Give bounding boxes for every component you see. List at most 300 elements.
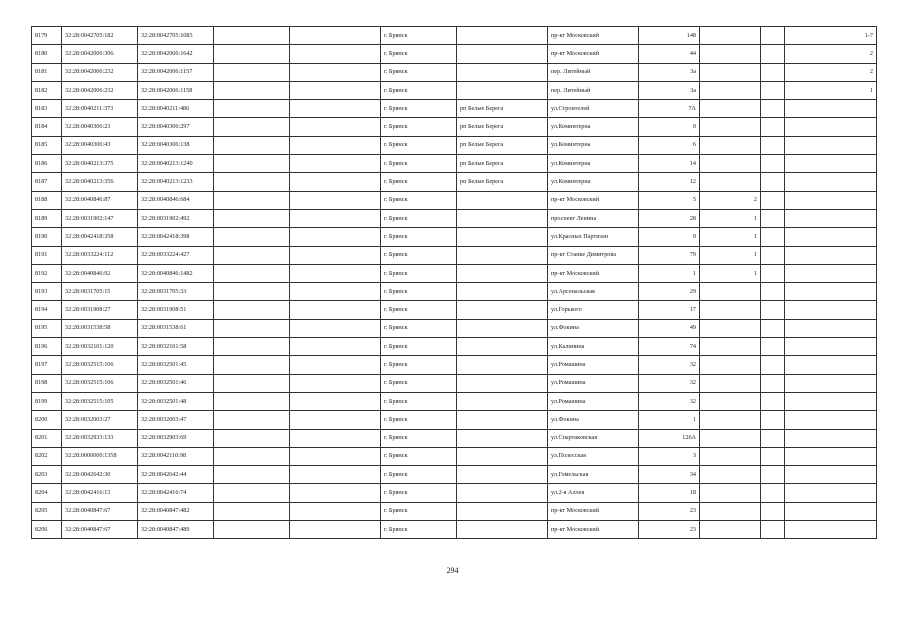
cell-city: г. Брянск xyxy=(381,81,457,99)
cell-cadastral-building: 32:28:0033224:427 xyxy=(138,246,214,264)
cell-row-number: 8179 xyxy=(32,27,62,45)
cell-empty-1 xyxy=(214,301,290,319)
cell-empty-2 xyxy=(290,27,381,45)
cell-empty-2 xyxy=(290,319,381,337)
cell-apartment xyxy=(785,338,877,356)
cell-settlement xyxy=(457,502,548,520)
cell-empty-1 xyxy=(214,429,290,447)
table-row xyxy=(32,45,877,63)
cell-empty-2 xyxy=(290,118,381,136)
cell-cadastral-parcel: 32:28:0031908:27 xyxy=(62,301,138,319)
cell-empty-2 xyxy=(290,264,381,282)
table-row xyxy=(32,191,877,209)
cell-settlement xyxy=(457,392,548,410)
cell-cadastral-building: 32:28:0032501:46 xyxy=(138,374,214,392)
cell-empty-3 xyxy=(761,63,785,81)
cell-house-number: 44 xyxy=(639,45,700,63)
cell-row-number: 8188 xyxy=(32,191,62,209)
cell-cadastral-building: 32:28:0031538:61 xyxy=(138,319,214,337)
cell-apartment xyxy=(785,356,877,374)
cell-row-number: 8184 xyxy=(32,118,62,136)
cell-street: пр-кт Московский xyxy=(548,521,639,539)
cell-street: пр-кт Московский xyxy=(548,45,639,63)
cell-building-number xyxy=(700,447,761,465)
cell-apartment xyxy=(785,228,877,246)
page-number: 294 xyxy=(446,566,459,575)
cell-cadastral-building: 32:28:0042006:1157 xyxy=(138,63,214,81)
cell-empty-1 xyxy=(214,45,290,63)
cell-cadastral-building: 32:28:0032501:48 xyxy=(138,392,214,410)
cell-empty-3 xyxy=(761,209,785,227)
cell-building-number xyxy=(700,466,761,484)
cell-street: ул.Арсенальская xyxy=(548,283,639,301)
cell-empty-1 xyxy=(214,356,290,374)
table-row xyxy=(32,356,877,374)
cell-settlement xyxy=(457,484,548,502)
table-row xyxy=(32,283,877,301)
cell-house-number: 74 xyxy=(639,338,700,356)
cell-cadastral-building: 32:28:0032101:58 xyxy=(138,338,214,356)
table-row xyxy=(32,447,877,465)
cell-empty-2 xyxy=(290,429,381,447)
cell-empty-2 xyxy=(290,155,381,173)
cell-building-number xyxy=(700,502,761,520)
cell-apartment xyxy=(785,136,877,154)
cell-apartment xyxy=(785,466,877,484)
cell-city: г. Брянск xyxy=(381,45,457,63)
table-row xyxy=(32,502,877,520)
cell-empty-2 xyxy=(290,136,381,154)
cell-cadastral-parcel: 32:28:0031705:15 xyxy=(62,283,138,301)
cell-settlement xyxy=(457,45,548,63)
cell-empty-3 xyxy=(761,411,785,429)
cell-empty-1 xyxy=(214,264,290,282)
cell-row-number: 8195 xyxy=(32,319,62,337)
cell-row-number: 8203 xyxy=(32,466,62,484)
cell-building-number xyxy=(700,45,761,63)
cell-cadastral-parcel: 32:28:0032515:106 xyxy=(62,356,138,374)
cell-city: г. Брянск xyxy=(381,191,457,209)
cell-street: проспект Ленина xyxy=(548,209,639,227)
cell-empty-3 xyxy=(761,301,785,319)
cell-settlement xyxy=(457,228,548,246)
cell-city: г. Брянск xyxy=(381,118,457,136)
cell-settlement xyxy=(457,411,548,429)
cell-house-number: 32 xyxy=(639,356,700,374)
cell-settlement: рп Белые Берега xyxy=(457,136,548,154)
cell-building-number xyxy=(700,411,761,429)
cell-empty-2 xyxy=(290,447,381,465)
cell-street: ул.Калинина xyxy=(548,338,639,356)
cell-empty-1 xyxy=(214,27,290,45)
cell-city: г. Брянск xyxy=(381,27,457,45)
cell-empty-3 xyxy=(761,466,785,484)
cell-apartment xyxy=(785,319,877,337)
cell-apartment xyxy=(785,264,877,282)
cell-city: г. Брянск xyxy=(381,392,457,410)
cell-empty-1 xyxy=(214,191,290,209)
cell-row-number: 8198 xyxy=(32,374,62,392)
table-row xyxy=(32,209,877,227)
cell-house-number: 29 xyxy=(639,283,700,301)
cell-row-number: 8192 xyxy=(32,264,62,282)
cell-house-number: 17 xyxy=(639,301,700,319)
cell-empty-3 xyxy=(761,45,785,63)
cell-house-number: 23 xyxy=(639,502,700,520)
cell-cadastral-parcel: 32:28:0042006:232 xyxy=(62,81,138,99)
cell-settlement xyxy=(457,338,548,356)
cell-empty-2 xyxy=(290,338,381,356)
cell-empty-2 xyxy=(290,466,381,484)
cell-settlement: рп Белые Берега xyxy=(457,173,548,191)
cell-street: ул.Горького xyxy=(548,301,639,319)
cell-empty-3 xyxy=(761,228,785,246)
cell-empty-1 xyxy=(214,484,290,502)
cell-street: ул.Полесская xyxy=(548,447,639,465)
cell-city: г. Брянск xyxy=(381,136,457,154)
cell-empty-1 xyxy=(214,246,290,264)
cell-empty-1 xyxy=(214,447,290,465)
cell-house-number: 9 xyxy=(639,228,700,246)
cell-empty-1 xyxy=(214,81,290,99)
cell-cadastral-parcel: 32:28:0042006:306 xyxy=(62,45,138,63)
cell-empty-2 xyxy=(290,374,381,392)
cell-settlement: рп Белые Берега xyxy=(457,118,548,136)
cell-empty-2 xyxy=(290,246,381,264)
cell-building-number: 1 xyxy=(700,228,761,246)
cell-city: г. Брянск xyxy=(381,447,457,465)
cell-empty-2 xyxy=(290,484,381,502)
cell-empty-3 xyxy=(761,118,785,136)
cell-empty-2 xyxy=(290,191,381,209)
cell-cadastral-parcel: 32:28:0040847:67 xyxy=(62,521,138,539)
cell-house-number: 9 xyxy=(639,118,700,136)
cell-building-number xyxy=(700,521,761,539)
cell-empty-2 xyxy=(290,209,381,227)
cell-city: г. Брянск xyxy=(381,246,457,264)
cell-row-number: 8185 xyxy=(32,136,62,154)
cell-cadastral-parcel: 32:28:0032003:27 xyxy=(62,411,138,429)
cell-row-number: 8200 xyxy=(32,411,62,429)
cell-street: пр-кт Станке Димитрова xyxy=(548,246,639,264)
cell-street: ул.Ромашина xyxy=(548,392,639,410)
cell-empty-2 xyxy=(290,356,381,374)
cell-building-number xyxy=(700,27,761,45)
cell-street: ул.Фокина xyxy=(548,411,639,429)
cell-settlement xyxy=(457,264,548,282)
cell-empty-3 xyxy=(761,374,785,392)
cell-building-number xyxy=(700,63,761,81)
cell-house-number: 3 xyxy=(639,447,700,465)
cell-building-number xyxy=(700,136,761,154)
cell-settlement xyxy=(457,356,548,374)
table-row xyxy=(32,63,877,81)
cell-empty-2 xyxy=(290,411,381,429)
cell-empty-2 xyxy=(290,228,381,246)
cell-row-number: 8182 xyxy=(32,81,62,99)
cell-apartment xyxy=(785,155,877,173)
cell-empty-1 xyxy=(214,63,290,81)
cell-street: пер. Литейный xyxy=(548,81,639,99)
cell-city: г. Брянск xyxy=(381,264,457,282)
cell-empty-3 xyxy=(761,173,785,191)
cell-building-number: 1 xyxy=(700,246,761,264)
cell-street: ул.Коминтерна xyxy=(548,136,639,154)
cell-city: г. Брянск xyxy=(381,301,457,319)
cell-empty-3 xyxy=(761,484,785,502)
cell-empty-1 xyxy=(214,392,290,410)
cell-empty-1 xyxy=(214,411,290,429)
cell-empty-3 xyxy=(761,319,785,337)
cell-row-number: 8205 xyxy=(32,502,62,520)
cell-settlement: рп Белые Берега xyxy=(457,100,548,118)
cell-empty-3 xyxy=(761,338,785,356)
cell-city: г. Брянск xyxy=(381,319,457,337)
cell-street: пр-кт Московский xyxy=(548,502,639,520)
cell-cadastral-parcel: 32:28:0042006:232 xyxy=(62,63,138,81)
cell-building-number xyxy=(700,374,761,392)
table-row xyxy=(32,27,877,45)
cell-city: г. Брянск xyxy=(381,356,457,374)
table-row xyxy=(32,100,877,118)
cell-empty-2 xyxy=(290,392,381,410)
cell-cadastral-parcel: 32:28:0040847:67 xyxy=(62,502,138,520)
cell-row-number: 8201 xyxy=(32,429,62,447)
cell-city: г. Брянск xyxy=(381,429,457,447)
cell-row-number: 8193 xyxy=(32,283,62,301)
cell-apartment: 2 xyxy=(785,63,877,81)
cell-street: пр-кт Московский xyxy=(548,264,639,282)
cell-empty-3 xyxy=(761,392,785,410)
cell-empty-2 xyxy=(290,63,381,81)
cell-apartment xyxy=(785,484,877,502)
cell-row-number: 8191 xyxy=(32,246,62,264)
cell-building-number xyxy=(700,283,761,301)
cell-street: ул.Спартаковская xyxy=(548,429,639,447)
cell-empty-3 xyxy=(761,155,785,173)
cell-cadastral-building: 32:28:0042110:98 xyxy=(138,447,214,465)
cell-cadastral-parcel: 32:28:0040213:356 xyxy=(62,173,138,191)
table-row xyxy=(32,521,877,539)
cell-house-number: 79 xyxy=(639,246,700,264)
cell-row-number: 8196 xyxy=(32,338,62,356)
cell-house-number: 3а xyxy=(639,81,700,99)
cell-cadastral-building: 32:28:0031908:51 xyxy=(138,301,214,319)
cell-row-number: 8186 xyxy=(32,155,62,173)
cell-empty-1 xyxy=(214,338,290,356)
cell-empty-3 xyxy=(761,81,785,99)
cell-cadastral-parcel: 32:28:0000000:1358 xyxy=(62,447,138,465)
table-row xyxy=(32,118,877,136)
cell-house-number: 12 xyxy=(639,173,700,191)
cell-house-number: 14 xyxy=(639,155,700,173)
cell-cadastral-parcel: 32:28:0040846:92 xyxy=(62,264,138,282)
cell-city: г. Брянск xyxy=(381,411,457,429)
cell-building-number xyxy=(700,81,761,99)
cell-apartment xyxy=(785,447,877,465)
cell-house-number: 1 xyxy=(639,264,700,282)
cell-cadastral-building: 32:28:0042006:1158 xyxy=(138,81,214,99)
cell-apartment xyxy=(785,191,877,209)
cell-settlement xyxy=(457,27,548,45)
cell-house-number: 34 xyxy=(639,466,700,484)
cell-cadastral-building: 32:28:0040847:482 xyxy=(138,502,214,520)
cell-city: г. Брянск xyxy=(381,209,457,227)
cell-house-number: 126А xyxy=(639,429,700,447)
table-row xyxy=(32,301,877,319)
cell-cadastral-building: 32:28:0042705:1083 xyxy=(138,27,214,45)
cell-street: ул.Ромашина xyxy=(548,356,639,374)
table-row xyxy=(32,136,877,154)
cell-cadastral-building: 32:28:0032903:69 xyxy=(138,429,214,447)
cell-cadastral-parcel: 32:28:0033224:112 xyxy=(62,246,138,264)
cell-apartment: 2 xyxy=(785,45,877,63)
table-row xyxy=(32,228,877,246)
cell-street: ул.Строителей xyxy=(548,100,639,118)
cell-building-number: 2 xyxy=(700,191,761,209)
cell-row-number: 8189 xyxy=(32,209,62,227)
cell-street: ул.Коминтерна xyxy=(548,118,639,136)
cell-empty-2 xyxy=(290,283,381,301)
cell-cadastral-parcel: 32:28:0040846:87 xyxy=(62,191,138,209)
table-row xyxy=(32,338,877,356)
cell-apartment xyxy=(785,521,877,539)
cell-city: г. Брянск xyxy=(381,155,457,173)
cell-building-number xyxy=(700,338,761,356)
cell-cadastral-parcel: 32:28:0042705:182 xyxy=(62,27,138,45)
table-row xyxy=(32,392,877,410)
cell-cadastral-parcel: 32:28:0040306:23 xyxy=(62,118,138,136)
cell-row-number: 8202 xyxy=(32,447,62,465)
cell-empty-3 xyxy=(761,521,785,539)
cell-street: пр-кт Московский xyxy=(548,191,639,209)
table-row xyxy=(32,81,877,99)
cell-building-number xyxy=(700,356,761,374)
cell-settlement xyxy=(457,283,548,301)
cell-house-number: 148 xyxy=(639,27,700,45)
cell-cadastral-building: 32:28:0031902:492 xyxy=(138,209,214,227)
registry-table xyxy=(31,26,877,539)
cell-city: г. Брянск xyxy=(381,338,457,356)
table-row xyxy=(32,429,877,447)
cell-row-number: 8199 xyxy=(32,392,62,410)
cell-empty-3 xyxy=(761,136,785,154)
cell-empty-3 xyxy=(761,246,785,264)
cell-apartment xyxy=(785,118,877,136)
cell-row-number: 8197 xyxy=(32,356,62,374)
cell-apartment: 1-7 xyxy=(785,27,877,45)
cell-row-number: 8187 xyxy=(32,173,62,191)
cell-empty-2 xyxy=(290,502,381,520)
cell-cadastral-building: 32:28:0032501:45 xyxy=(138,356,214,374)
cell-building-number: 1 xyxy=(700,209,761,227)
cell-house-number: 3а xyxy=(639,63,700,81)
cell-street: ул.Коминтерна xyxy=(548,155,639,173)
cell-cadastral-parcel: 32:28:0031538:58 xyxy=(62,319,138,337)
cell-house-number: 23 xyxy=(639,521,700,539)
cell-house-number: 1 xyxy=(639,411,700,429)
cell-cadastral-building: 32:28:0042418:398 xyxy=(138,228,214,246)
cell-city: г. Брянск xyxy=(381,63,457,81)
cell-building-number xyxy=(700,484,761,502)
cell-settlement xyxy=(457,81,548,99)
cell-cadastral-parcel: 32:28:0042642:30 xyxy=(62,466,138,484)
cell-city: г. Брянск xyxy=(381,502,457,520)
cell-settlement xyxy=(457,209,548,227)
cell-city: г. Брянск xyxy=(381,173,457,191)
cell-house-number: 28 xyxy=(639,209,700,227)
cell-settlement xyxy=(457,63,548,81)
cell-building-number: 1 xyxy=(700,264,761,282)
table-row xyxy=(32,319,877,337)
table-row xyxy=(32,264,877,282)
cell-empty-1 xyxy=(214,209,290,227)
cell-street: ул.2-я Аллея xyxy=(548,484,639,502)
cell-house-number: 6 xyxy=(639,136,700,154)
cell-street: ул.Ромашина xyxy=(548,374,639,392)
cell-city: г. Брянск xyxy=(381,466,457,484)
cell-cadastral-building: 32:28:0042006:1642 xyxy=(138,45,214,63)
cell-cadastral-parcel: 32:28:0040213:375 xyxy=(62,155,138,173)
cell-building-number xyxy=(700,429,761,447)
cell-empty-3 xyxy=(761,191,785,209)
cell-cadastral-parcel: 32:28:0032933:133 xyxy=(62,429,138,447)
cell-empty-1 xyxy=(214,173,290,191)
cell-empty-3 xyxy=(761,100,785,118)
cell-empty-2 xyxy=(290,173,381,191)
cell-cadastral-building: 32:28:0042416:74 xyxy=(138,484,214,502)
cell-empty-3 xyxy=(761,27,785,45)
cell-empty-3 xyxy=(761,283,785,301)
cell-empty-1 xyxy=(214,521,290,539)
table-row xyxy=(32,411,877,429)
cell-cadastral-building: 32:28:0040211:486 xyxy=(138,100,214,118)
table-row xyxy=(32,155,877,173)
cell-apartment xyxy=(785,392,877,410)
cell-apartment: 1 xyxy=(785,81,877,99)
cell-cadastral-building: 32:28:0040306:297 xyxy=(138,118,214,136)
cell-cadastral-building: 32:28:0040846:684 xyxy=(138,191,214,209)
cell-empty-2 xyxy=(290,81,381,99)
cell-empty-2 xyxy=(290,100,381,118)
table-row xyxy=(32,374,877,392)
cell-settlement: рп Белые Берега xyxy=(457,155,548,173)
cell-empty-1 xyxy=(214,155,290,173)
cell-empty-3 xyxy=(761,264,785,282)
cell-cadastral-building: 32:28:0032003:47 xyxy=(138,411,214,429)
cell-apartment xyxy=(785,502,877,520)
cell-cadastral-building: 32:28:0040306:138 xyxy=(138,136,214,154)
cell-cadastral-building: 32:28:0040213:1240 xyxy=(138,155,214,173)
cell-street: ул.Фокина xyxy=(548,319,639,337)
cell-settlement xyxy=(457,447,548,465)
cell-row-number: 8206 xyxy=(32,521,62,539)
cell-cadastral-parcel: 32:28:0042416:13 xyxy=(62,484,138,502)
cell-empty-1 xyxy=(214,118,290,136)
cell-street: ул.Красных Партизан xyxy=(548,228,639,246)
table-body xyxy=(32,27,877,539)
cell-city: г. Брянск xyxy=(381,228,457,246)
cell-apartment xyxy=(785,100,877,118)
cell-building-number xyxy=(700,100,761,118)
cell-cadastral-parcel: 32:28:0032515:106 xyxy=(62,374,138,392)
cell-settlement xyxy=(457,466,548,484)
cell-empty-3 xyxy=(761,447,785,465)
cell-house-number: 49 xyxy=(639,319,700,337)
cell-cadastral-parcel: 32:28:0042418:358 xyxy=(62,228,138,246)
cell-empty-1 xyxy=(214,319,290,337)
cell-city: г. Брянск xyxy=(381,283,457,301)
